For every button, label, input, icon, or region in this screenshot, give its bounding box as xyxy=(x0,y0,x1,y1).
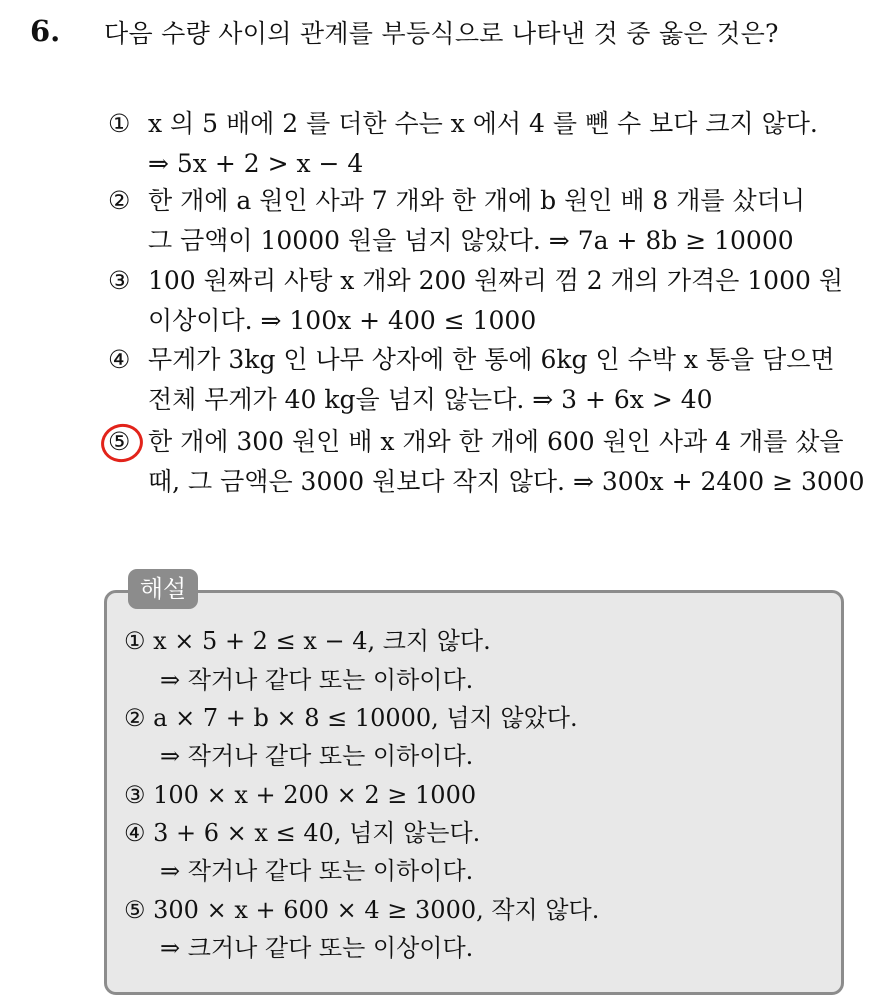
explanation-label: 해설 xyxy=(128,569,198,609)
choice-3 xyxy=(108,261,868,341)
question-text: 다음 수량 사이의 관계를 부등식으로 나타낸 것 중 옳은 것은? xyxy=(104,19,779,48)
explanation-line: ⇒ 크거나 같다 또는 이상이다. xyxy=(160,934,474,962)
choice-mark: ⑤ xyxy=(108,427,131,456)
explanation-line: ③ 100 × x + 200 × 2 ≥ 1000 xyxy=(124,781,477,809)
choice-mark: ② xyxy=(108,186,131,215)
choice-mark: ③ xyxy=(108,266,131,295)
choice-formula: ⇒ 5x + 2 > x − 4 xyxy=(148,149,364,178)
explanation-line: ④ 3 + 6 × x ≤ 40, 넘지 않는다. xyxy=(124,819,481,847)
choice-text: 한 개에 a 원인 사과 7 개와 한 개에 b 원인 배 8 개를 샀더니 xyxy=(148,186,805,215)
choice-text: 무게가 3kg 인 나무 상자에 한 통에 6kg 인 수박 x 통을 담으면 xyxy=(148,345,835,374)
choice-formula: 전체 무게가 40 kg을 넘지 않는다. ⇒ 3 + 6x > 40 xyxy=(148,385,713,414)
explanation-line: ① x × 5 + 2 ≤ x − 4, 크지 않다. xyxy=(124,627,491,655)
choice-formula: 이상이다. ⇒ 100x + 400 ≤ 1000 xyxy=(148,306,537,335)
choice-text: 100 원짜리 사탕 x 개와 200 원짜리 껌 2 개의 가격은 1000 원 xyxy=(148,266,843,295)
explanation-line: ⇒ 작거나 같다 또는 이하이다. xyxy=(160,666,474,694)
explanation-line: ⇒ 작거나 같다 또는 이하이다. xyxy=(160,857,474,885)
choice-text: 한 개에 300 원인 배 x 개와 한 개에 600 원인 사과 4 개를 샀을 xyxy=(148,427,844,456)
choice-text: x 의 5 배에 2 를 더한 수는 x 에서 4 를 뺀 수 보다 크지 않다. xyxy=(148,109,818,138)
explanation-line: ② a × 7 + b × 8 ≤ 10000, 넘지 않았다. xyxy=(124,704,578,732)
choice-1 xyxy=(108,104,868,184)
choice-mark: ① xyxy=(108,109,131,138)
explanation-line: ⇒ 작거나 같다 또는 이하이다. xyxy=(160,742,474,770)
choice-2 xyxy=(108,181,868,261)
choice-mark: ④ xyxy=(108,345,131,374)
choice-5 xyxy=(108,422,868,502)
choice-formula: 때, 그 금액은 3000 원보다 작지 않다. ⇒ 300x + 2400 ≥ 3000 xyxy=(148,467,865,496)
question-number: 6. xyxy=(30,14,61,48)
choice-formula: 그 금액이 10000 원을 넘지 않았다. ⇒ 7a + 8b ≥ 10000 xyxy=(148,226,794,255)
explanation-line: ⑤ 300 × x + 600 × 4 ≥ 3000, 작지 않다. xyxy=(124,896,600,924)
choice-4 xyxy=(108,340,868,420)
